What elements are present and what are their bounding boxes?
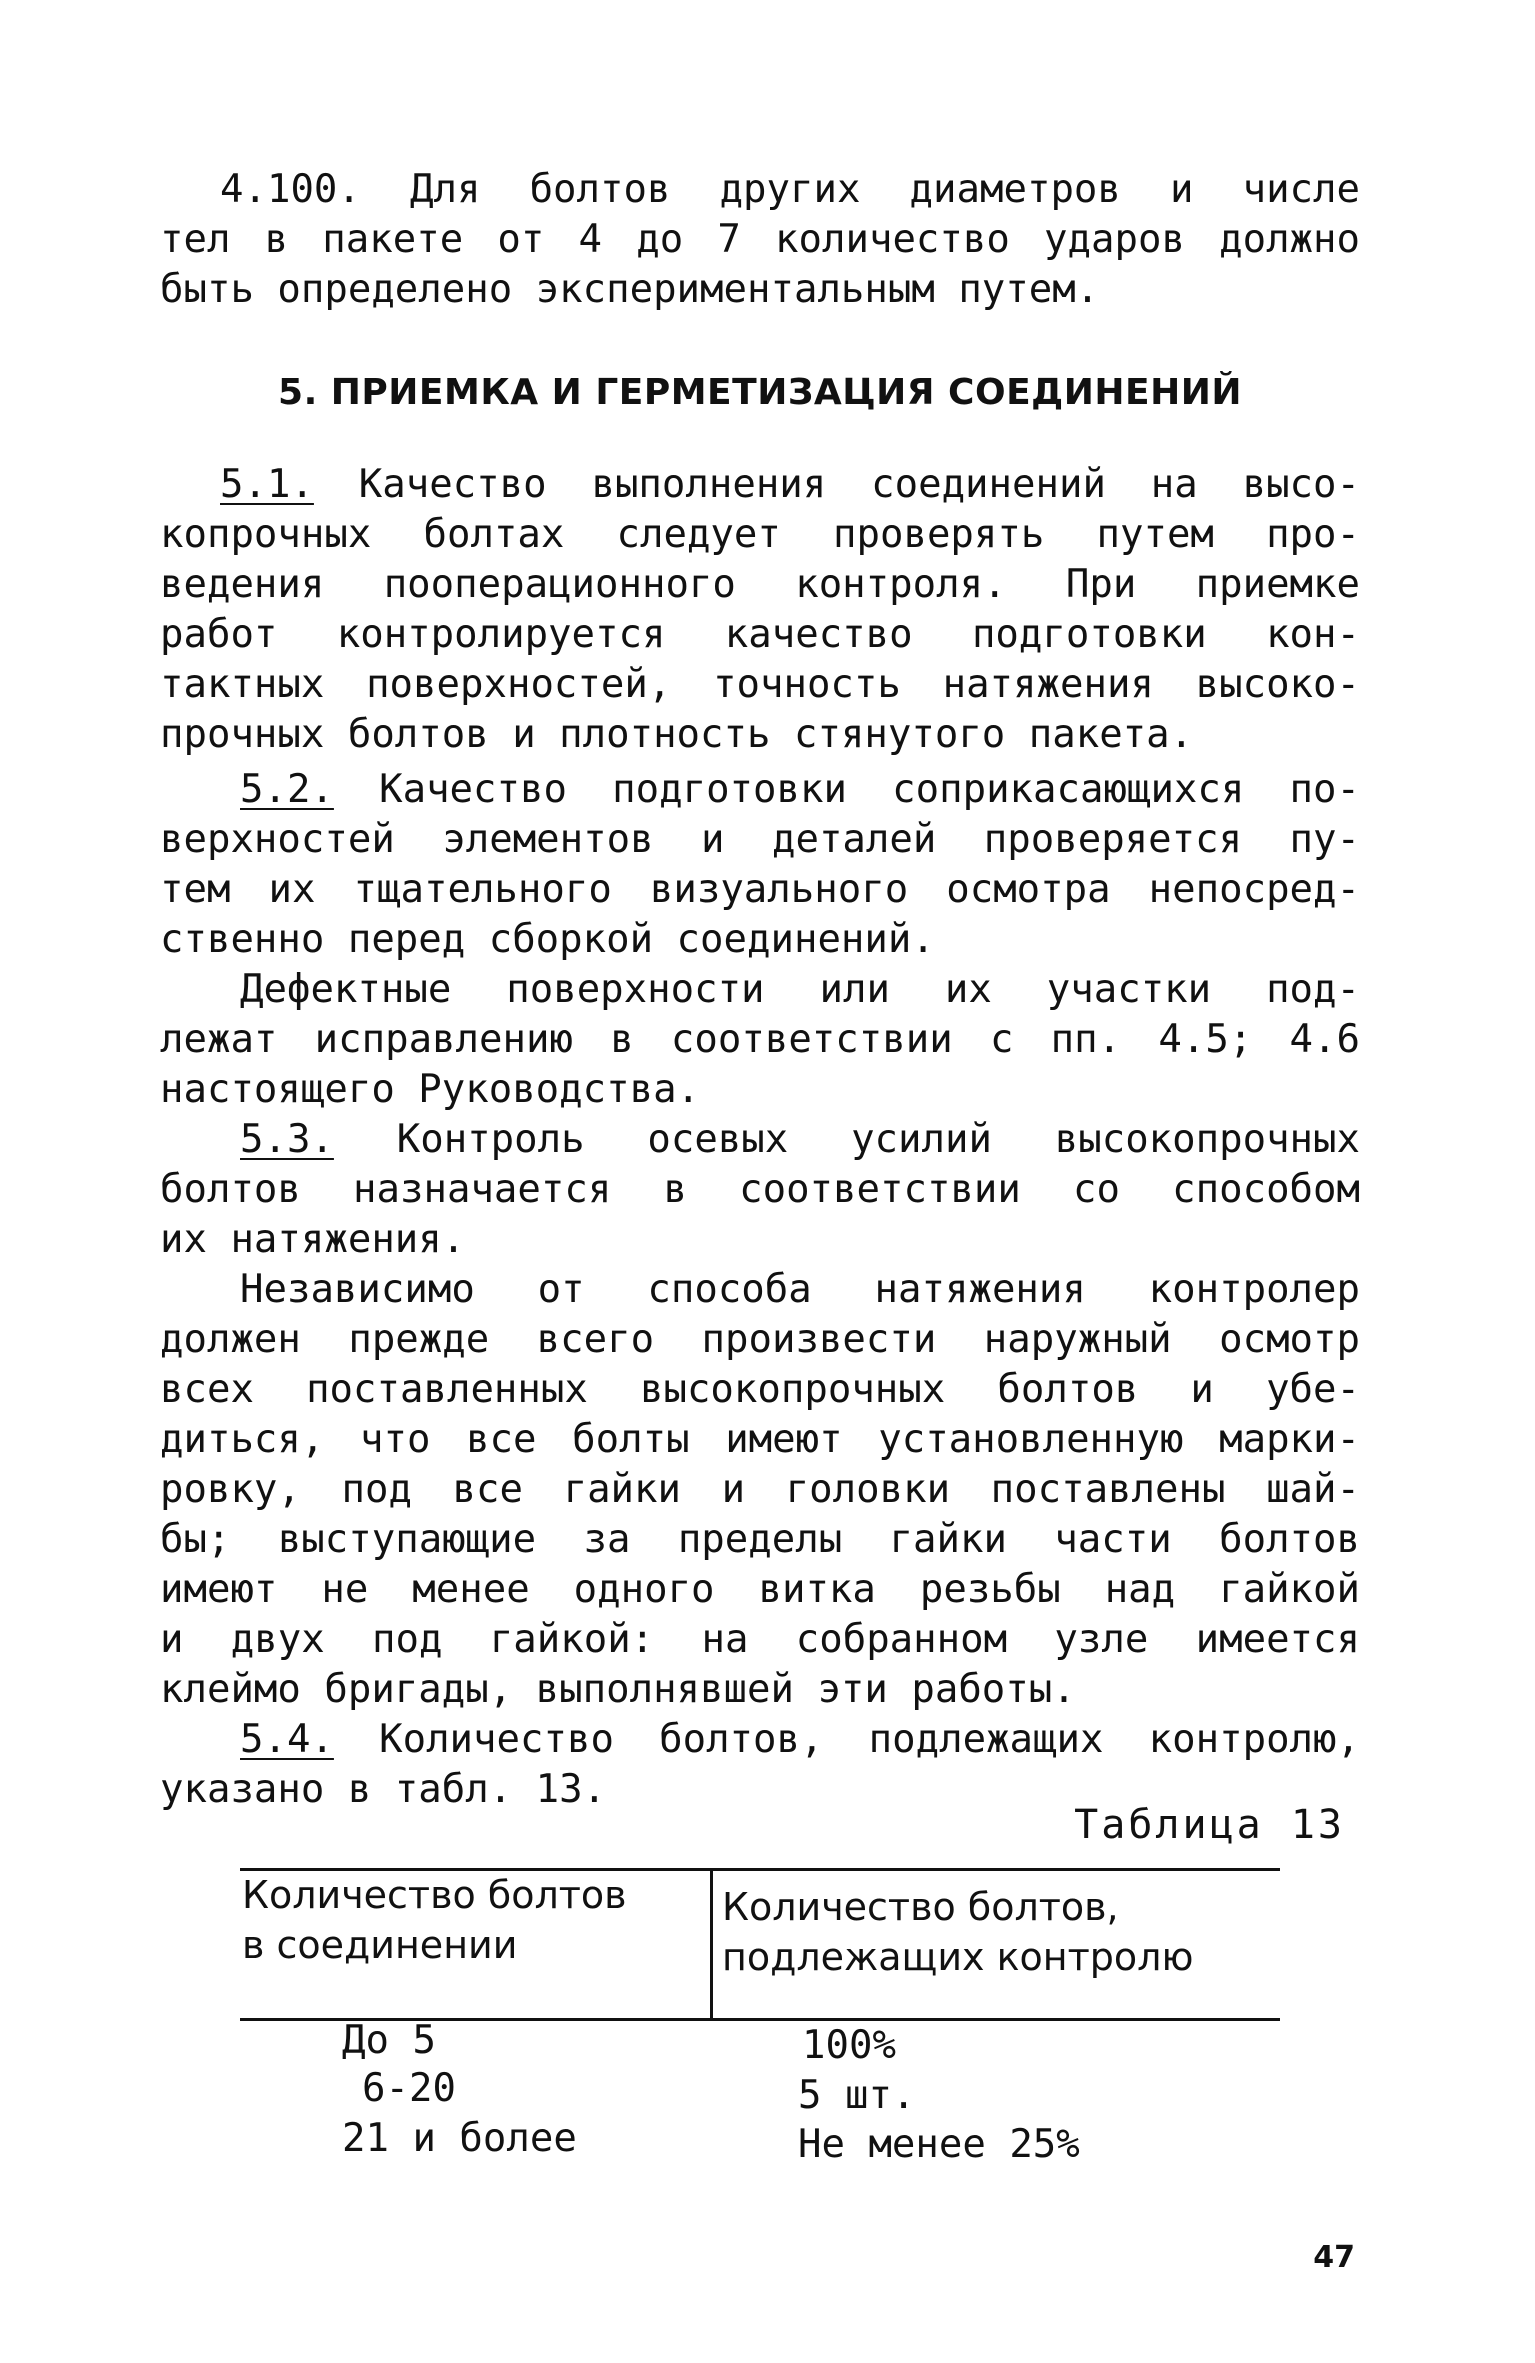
table-header-col1-line1: Количество болтов (242, 1873, 627, 1917)
text-line: тем их тщательного визуального осмотра непосред- (160, 867, 1360, 912)
text-line: тел в пакете от 4 до 7 количество ударов должно (160, 217, 1360, 262)
table-header-col1-line2: в соединении (242, 1923, 518, 1967)
text-line: ровку, под все гайки и головки поставлены шай- (160, 1467, 1360, 1512)
table-cell-count: 6-20 (362, 2066, 456, 2111)
text-line: болтов назначается в соответствии со способом (160, 1167, 1360, 1212)
text-line: их натяжения. (160, 1217, 466, 1262)
text-line: клеймо бригады, выполнявшей эти работы. (160, 1667, 1076, 1712)
page-number: 47 (1313, 2240, 1355, 2275)
text-line: диться, что все болты имеют установленную марки- (160, 1417, 1360, 1462)
text-line: должен прежде всего произвести наружный осмотр (160, 1317, 1360, 1362)
text-line: прочных болтов и плотность стянутого пакета. (160, 712, 1194, 757)
text-line: лежат исправлению в соответствии с пп. 4.5; 4.6 (160, 1017, 1360, 1062)
clause-number: 5.3. (240, 1117, 334, 1162)
text-line: всех поставленных высокопрочных болтов и убе- (160, 1367, 1360, 1412)
text-line: 5.1. Качество выполнения соединений на высо- (220, 462, 1360, 507)
text-line: ведения пооперационного контроля. При приемке (160, 562, 1360, 607)
table-header-col2-line1: Количество болтов, (722, 1885, 1119, 1929)
table-cell-count: До 5 (342, 2018, 436, 2063)
table-13 (240, 1868, 1280, 2168)
text-line: тактных поверхностей, точность натяжения высоко- (160, 662, 1360, 707)
table-cell-control: 5 шт. (798, 2073, 916, 2118)
section-heading: 5. ПРИЕМКА И ГЕРМЕТИЗАЦИЯ СОЕДИНЕНИЙ (278, 372, 1242, 413)
clause-number: 5.2. (240, 767, 334, 812)
text-line: бы; выступающие за пределы гайки части болтов (160, 1517, 1360, 1562)
clause-number: 5.4. (240, 1717, 334, 1762)
clause-number: 4.100. (220, 167, 361, 212)
text-line: имеют не менее одного витка резьбы над гайкой (160, 1567, 1360, 1612)
text-line: настоящего Руководства. (160, 1067, 701, 1112)
table-column-divider (710, 1868, 713, 2018)
text-line: указано в табл. 13. (160, 1767, 607, 1812)
text-line: 5.3. Контроль осевых усилий высокопрочных (240, 1117, 1360, 1162)
table-cell-control: 100% (802, 2023, 896, 2068)
text-line: верхностей элементов и деталей проверяется пу- (160, 817, 1360, 862)
text-line: ственно перед сборкой соединений. (160, 917, 935, 962)
table-cell-control: Не менее 25% (798, 2122, 1080, 2167)
text-line: Дефектные поверхности или их участки под- (240, 967, 1360, 1012)
text-line: работ контролируется качество подготовки кон- (160, 612, 1360, 657)
table-cell-count: 21 и более (342, 2116, 577, 2161)
text-line: 4.100. Для болтов других диаметров и числе (220, 167, 1360, 212)
table-header-col2-line2: подлежащих контролю (722, 1935, 1194, 1979)
text-line: и двух под гайкой: на собранном узле имеется (160, 1617, 1360, 1662)
text-line: 5.4. Количество болтов, подлежащих контролю, (240, 1717, 1360, 1762)
text-line: 5.2. Качество подготовки соприкасающихся по- (240, 767, 1360, 812)
text-line: копрочных болтах следует проверять путем про- (160, 512, 1360, 557)
clause-number: 5.1. (220, 462, 314, 507)
table-caption: Таблица 13 (1074, 1802, 1345, 1848)
text-line: быть определено экспериментальным путем. (160, 267, 1100, 312)
text-line: Независимо от способа натяжения контролер (240, 1267, 1360, 1312)
